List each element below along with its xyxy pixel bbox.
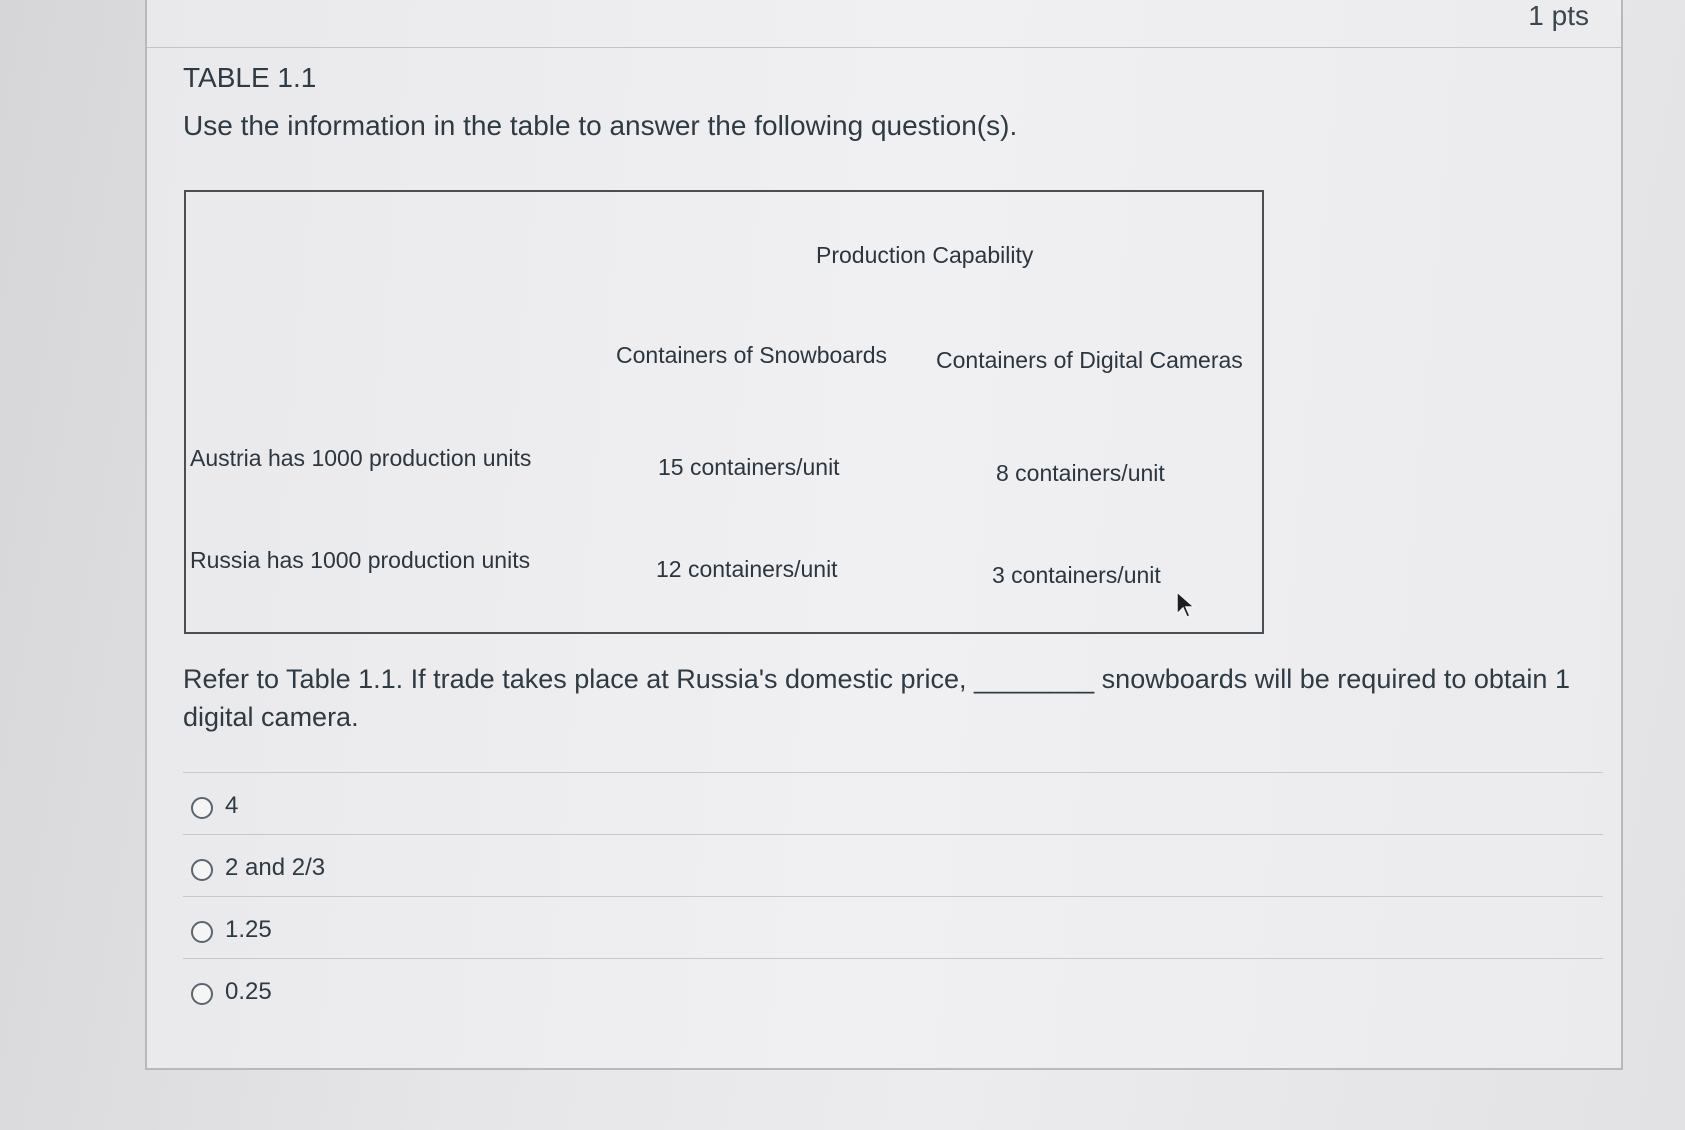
- radio-button-icon[interactable]: [191, 797, 213, 819]
- column-header-cameras: Containers of Digital Cameras: [936, 347, 1243, 373]
- answer-option[interactable]: [183, 896, 1603, 958]
- table-group-header: Production Capability: [816, 242, 1034, 268]
- cell-austria-snowboards: 15 containers/unit: [658, 454, 840, 480]
- cell-austria-cameras: 8 containers/unit: [996, 460, 1165, 486]
- answer-option[interactable]: [183, 834, 1603, 896]
- answer-label: 1.25: [225, 916, 272, 943]
- question-prompt: Refer to Table 1.1. If trade takes place at Russia's domestic price, ________ snowboards will be required to obtain 1 digital camera.: [183, 664, 1570, 732]
- instructions-text: Use the information in the table to answer the following question(s).: [183, 110, 1018, 141]
- radio-button-icon[interactable]: [191, 859, 213, 881]
- column-header-snowboards: Containers of Snowboards: [616, 342, 888, 368]
- production-table: [184, 190, 1264, 634]
- table-title: TABLE 1.1: [183, 62, 317, 93]
- answer-label: 4: [225, 792, 239, 819]
- points-label: 1 pts: [1528, 0, 1589, 31]
- answer-label: 2 and 2/3: [225, 854, 326, 881]
- radio-button-icon[interactable]: [191, 983, 213, 1005]
- answer-label: 0.25: [225, 978, 272, 1005]
- cell-russia-snowboards: 12 containers/unit: [656, 556, 838, 582]
- question-card: [145, 0, 1623, 1070]
- mouse-pointer-icon: [1175, 590, 1197, 620]
- radio-button-icon[interactable]: [191, 921, 213, 943]
- cell-russia-cameras: 3 containers/unit: [992, 562, 1161, 588]
- answer-option[interactable]: [183, 772, 1603, 834]
- row-label-austria: Austria has 1000 production units: [190, 445, 532, 471]
- answer-option[interactable]: [183, 958, 1603, 1020]
- answer-list: [183, 772, 1603, 1020]
- question-header: [147, 0, 1621, 48]
- row-label-russia: Russia has 1000 production units: [190, 547, 531, 573]
